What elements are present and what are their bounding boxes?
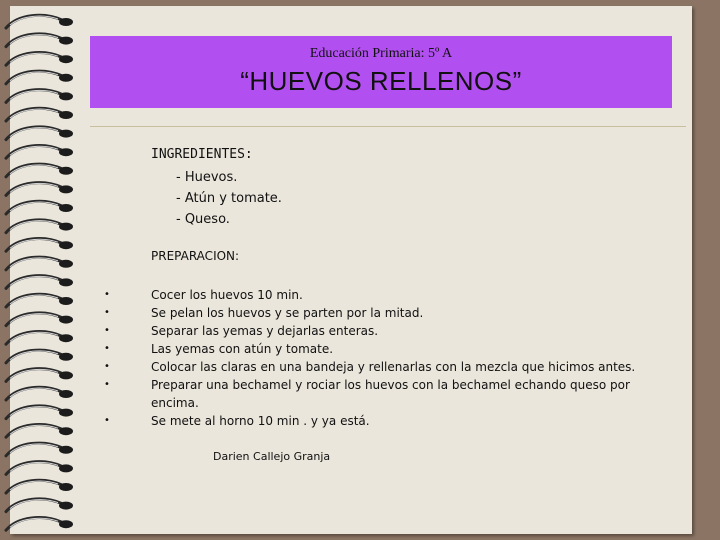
step-item [104,304,664,322]
spiral-binding-icon [0,0,90,540]
bullet-icon: • [104,325,110,336]
ingredient-item: - Atún y tomate. [176,191,282,206]
bullet-icon: • [104,415,110,426]
ingredients-heading: INGREDIENTES: [151,147,253,162]
recipe-title: “HUEVOS RELLENOS” [240,66,522,96]
ingredients-list [176,167,282,230]
step-text: Se pelan los huevos y se parten por la mitad. [151,306,424,320]
bullet-icon: • [104,379,110,390]
step-item [104,322,664,340]
author-name: Darien Callejo Granja [213,450,331,463]
step-text: Se mete al horno 10 min . y ya está. [151,414,370,428]
ingredient-item: - Queso. [176,212,230,227]
preparation-steps [104,286,664,430]
step-text: Las yemas con atún y tomate. [151,342,334,356]
step-item [104,412,664,430]
step-item [104,286,664,304]
step-item [104,376,664,412]
title-banner [90,36,672,108]
bullet-icon: • [104,361,110,372]
step-text: Colocar las claras en una bandeja y rellenarlas con la mezcla que hicimos antes. [151,360,636,374]
ingredient-item: - Huevos. [176,170,238,185]
bullet-icon: • [104,289,110,300]
bullet-icon: • [104,343,110,354]
step-item [104,358,664,376]
preparation-heading: PREPARACION: [151,249,240,263]
step-item [104,340,664,358]
step-text: Preparar una bechamel y rociar los huevos con la bechamel echando queso por encima. [151,378,630,410]
step-text: Cocer los huevos 10 min. [151,288,303,302]
class-subtitle: Educación Primaria: 5º A [309,46,453,61]
bullet-icon: • [104,307,110,318]
step-text: Separar las yemas y dejarlas enteras. [151,324,379,338]
divider [90,126,686,127]
